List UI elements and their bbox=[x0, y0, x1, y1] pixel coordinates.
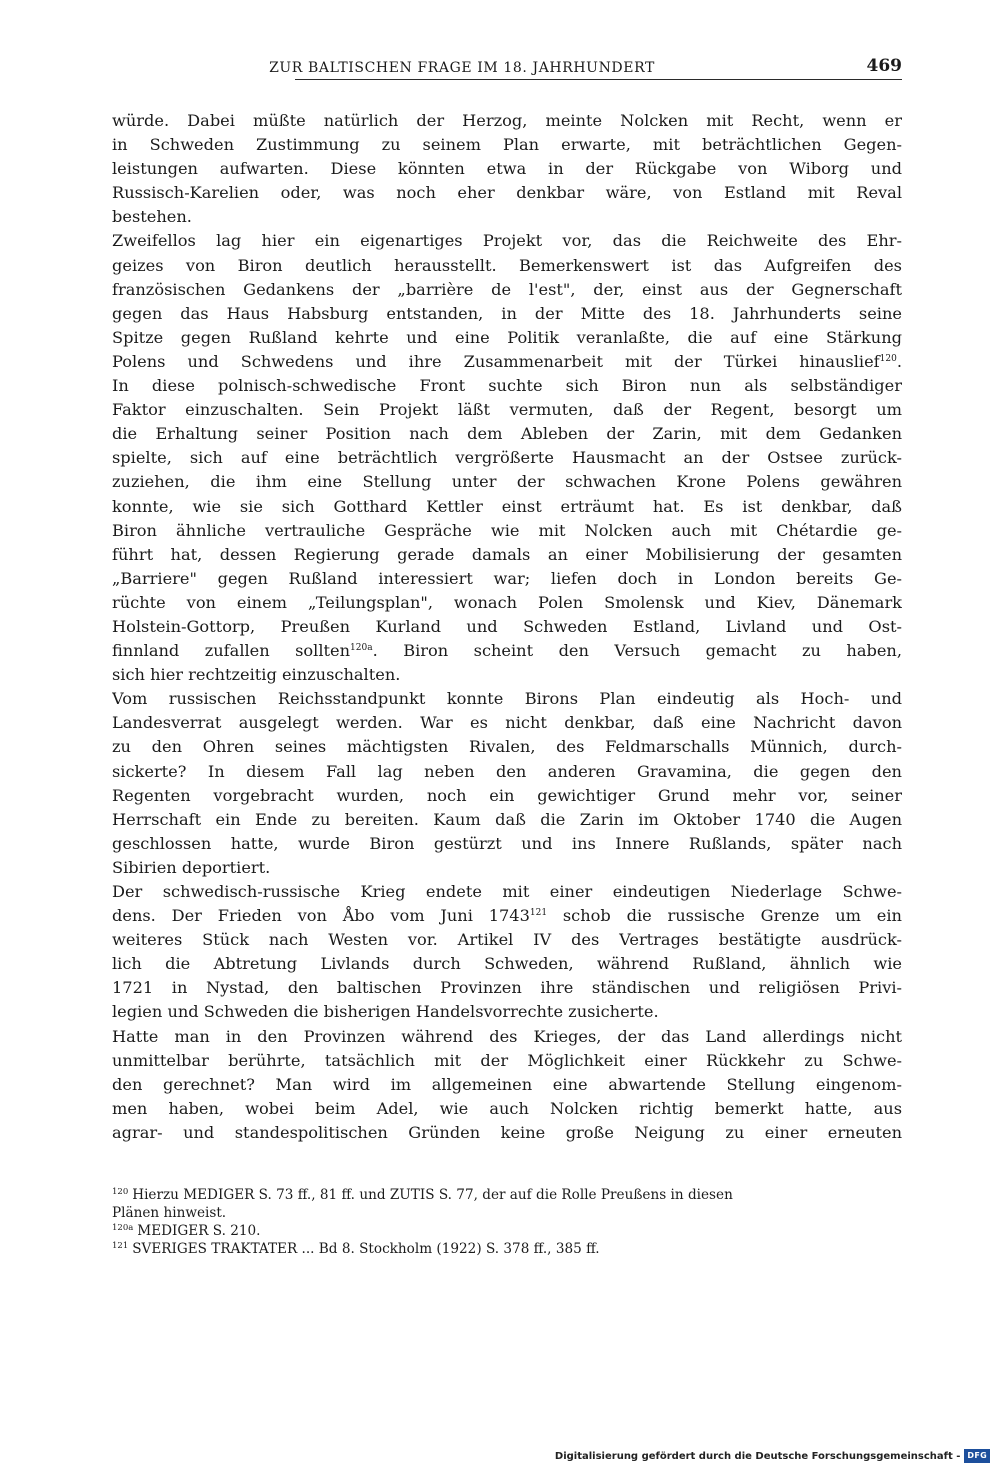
text-run: spielte, sich auf eine beträchtlich vergrößerte Hausmacht an der Ostsee zurück- bbox=[112, 448, 902, 468]
funding-note bbox=[555, 1448, 990, 1464]
text-line bbox=[112, 928, 902, 952]
footnote bbox=[112, 1186, 902, 1204]
text-line bbox=[112, 109, 902, 133]
text-run: „Barriere" gegen Rußland interessiert war; liefen doch in London bereits Ge- bbox=[112, 568, 902, 588]
footnote-number: 121 bbox=[112, 1241, 129, 1251]
text-line bbox=[112, 1097, 902, 1121]
funding-note-text: Digitalisierung gefördert durch die Deutsche Forschungsgemeinschaft - bbox=[554, 1450, 961, 1462]
text-run: In diese polnisch-schwedische Front suchte sich Biron nun als selbständiger bbox=[112, 376, 902, 396]
text-run: schob die russische Grenze um ein bbox=[547, 906, 902, 926]
text-run: Spitze gegen Rußland kehrte und eine Politik veranlaßte, die auf eine Stärkung bbox=[112, 327, 902, 347]
text-run: Sibirien deportiert. bbox=[112, 857, 271, 877]
text-line bbox=[112, 326, 902, 350]
text-run: Herrschaft ein Ende zu bereiten. Kaum daß die Zarin im Oktober 1740 die Augen bbox=[112, 809, 902, 829]
text-line bbox=[112, 519, 902, 543]
text-line bbox=[112, 181, 902, 205]
text-run: leistungen aufwarten. Diese könnten etwa in der Rückgabe von Wiborg und bbox=[112, 159, 902, 179]
dfg-logo-icon: DFG bbox=[964, 1449, 990, 1463]
text-run: Landesverrat ausgelegt werden. War es nicht denkbar, daß eine Nachricht davon bbox=[112, 713, 902, 733]
text-line bbox=[112, 567, 902, 591]
text-run: . Biron scheint den Versuch gemacht zu haben, bbox=[372, 641, 902, 661]
header-rule bbox=[295, 79, 902, 80]
text-run: sich hier rechtzeitig einzuschalten. bbox=[112, 665, 401, 685]
text-run: lich die Abtretung Livlands durch Schweden, während Rußland, ähnlich wie bbox=[112, 954, 902, 974]
text-run: dens. Der Frieden von Åbo vom Juni 1743 bbox=[112, 906, 530, 926]
text-run: Russisch-Karelien oder, was noch eher denkbar wäre, von Estland mit Reval bbox=[112, 183, 902, 203]
text-run: Regenten vorgebracht wurden, noch ein gewichtiger Grund mehr vor, seiner bbox=[112, 785, 902, 805]
text-line bbox=[112, 446, 902, 470]
text-line bbox=[112, 254, 902, 278]
text-line bbox=[112, 976, 902, 1000]
text-run: geschlossen hatte, wurde Biron gestürzt und ins Innere Rußlands, später nach bbox=[112, 833, 902, 853]
text-line bbox=[112, 543, 902, 567]
text-run: den gerechnet? Man wird im allgemeinen eine abwartende Stellung eingenom- bbox=[112, 1074, 902, 1094]
text-line bbox=[112, 1025, 902, 1049]
text-line bbox=[112, 205, 902, 229]
text-run: französischen Gedankens der „barrière de l'est", der, einst aus der Gegnerschaft bbox=[112, 279, 902, 299]
text-run: Vom russischen Reichsstandpunkt konnte Birons Plan eindeutig als Hoch- und bbox=[112, 689, 902, 709]
text-line bbox=[112, 302, 902, 326]
footnote-ref: 120a bbox=[350, 643, 373, 654]
text-line bbox=[112, 615, 902, 639]
text-run: würde. Dabei müßte natürlich der Herzog, meinte Nolcken mit Recht, wenn er bbox=[112, 111, 902, 130]
footnote-text: Hierzu MEDIGER S. 73 ff., 81 ff. und ZUTIS S. 77, der auf die Rolle Preußens in diesen bbox=[132, 1187, 733, 1203]
footnote bbox=[112, 1240, 902, 1258]
text-run: agrar- und standespolitischen Gründen keine große Neigung zu einer erneuten bbox=[112, 1122, 902, 1142]
text-run: die Erhaltung seiner Position nach dem Ableben der Zarin, mit dem Gedanken bbox=[112, 424, 902, 444]
text-run: Biron ähnliche vertrauliche Gespräche wie mit Nolcken auch mit Chétardie ge- bbox=[112, 520, 902, 540]
text-run: in Schweden Zustimmung zu seinem Plan erwarte, mit beträchtlichen Gegen- bbox=[112, 135, 902, 155]
footnote-text: Plänen hinweist. bbox=[112, 1205, 227, 1221]
text-line bbox=[112, 278, 902, 302]
body-text bbox=[112, 109, 902, 1145]
text-run: Faktor einzuschalten. Sein Projekt läßt vermuten, daß der Regent, besorgt um bbox=[112, 400, 902, 420]
footnote-ref: 120 bbox=[879, 353, 897, 364]
text-line bbox=[112, 1073, 902, 1097]
text-run: Der schwedisch-russische Krieg endete mit einer eindeutigen Niederlage Schwe- bbox=[112, 882, 902, 901]
text-run: 1721 in Nystad, den baltischen Provinzen ihre ständischen und religiösen Privi- bbox=[112, 978, 902, 998]
text-line bbox=[112, 1000, 902, 1024]
text-line bbox=[112, 398, 902, 422]
text-line bbox=[112, 1121, 902, 1145]
text-line bbox=[112, 591, 902, 615]
text-run: rüchte von einem „Teilungsplan", wonach Polen Smolensk und Kiev, Dänemark bbox=[112, 592, 902, 612]
footnote bbox=[112, 1204, 902, 1222]
text-run: gegen das Haus Habsburg entstanden, in der Mitte des 18. Jahrhunderts seine bbox=[112, 303, 902, 323]
footnote-number: 120a bbox=[112, 1223, 134, 1233]
page-number: 469 bbox=[866, 56, 902, 76]
text-run: Holstein-Gottorp, Preußen Kurland und Schweden Estland, Livland und Ost- bbox=[112, 616, 902, 636]
footnote-text: MEDIGER S. 210. bbox=[137, 1223, 261, 1239]
text-line bbox=[112, 470, 902, 494]
text-run: finnland zufallen sollten bbox=[112, 641, 351, 661]
text-line bbox=[112, 133, 902, 157]
text-line bbox=[112, 735, 902, 759]
text-line bbox=[112, 350, 902, 374]
text-line bbox=[112, 904, 902, 928]
text-run: bestehen. bbox=[112, 207, 192, 227]
text-run: Zweifellos lag hier ein eigenartiges Projekt vor, das die Reichweite des Ehr- bbox=[112, 231, 902, 251]
footnote bbox=[112, 1222, 902, 1240]
text-run: unmittelbar berührte, tatsächlich mit der Möglichkeit einer Rückkehr zu Schwe- bbox=[112, 1050, 902, 1070]
text-line bbox=[112, 784, 902, 808]
text-line bbox=[112, 374, 902, 398]
footnote-number: 120 bbox=[112, 1187, 129, 1197]
text-run: konnte, wie sie sich Gotthard Kettler einst erträumt hat. Es ist denkbar, daß bbox=[112, 496, 902, 516]
running-title: ZUR BALTISCHEN FRAGE IM 18. JAHRHUNDERT bbox=[269, 60, 655, 76]
text-line bbox=[112, 1049, 902, 1073]
text-line bbox=[112, 856, 902, 880]
text-line bbox=[112, 711, 902, 735]
text-run: men haben, wobei beim Adel, wie auch Nolcken richtig bemerkt hatte, aus bbox=[112, 1098, 902, 1118]
text-line bbox=[112, 880, 902, 904]
text-line bbox=[112, 639, 902, 663]
text-line bbox=[112, 422, 902, 446]
text-run: geizes von Biron deutlich herausstellt. Bemerkenswert ist das Aufgreifen des bbox=[112, 255, 902, 275]
footnotes bbox=[112, 1186, 902, 1258]
text-run: . bbox=[896, 351, 902, 371]
text-run: zuziehen, die ihm eine Stellung unter der schwachen Krone Polens gewähren bbox=[112, 472, 902, 492]
text-run: Polens und Schwedens und ihre Zusammenarbeit mit der Türkei hinauslief bbox=[112, 351, 880, 371]
text-run: zu den Ohren seines mächtigsten Rivalen, des Feldmarschalls Münnich, durch- bbox=[112, 737, 902, 757]
text-run: legien und Schweden die bisherigen Handelsvorrechte zusicherte. bbox=[112, 1002, 659, 1022]
footnote-ref: 121 bbox=[529, 908, 548, 919]
text-line bbox=[112, 808, 902, 832]
running-head bbox=[112, 56, 902, 80]
footnote-text: SVERIGES TRAKTATER ... Bd 8. Stockholm (1922) S. 378 ff., 385 ff. bbox=[132, 1241, 600, 1257]
text-line bbox=[112, 495, 902, 519]
text-line bbox=[112, 687, 902, 711]
text-run: sickerte? In diesem Fall lag neben den anderen Gravamina, die gegen den bbox=[112, 761, 902, 781]
text-run: führt hat, dessen Regierung gerade damals an einer Mobilisierung der gesamten bbox=[112, 544, 902, 564]
text-run: weiteres Stück nach Westen vor. Artikel IV des Vertrages bestätigte ausdrück- bbox=[112, 930, 902, 950]
text-line bbox=[112, 663, 902, 687]
text-line bbox=[112, 832, 902, 856]
text-line bbox=[112, 229, 902, 253]
text-line bbox=[112, 952, 902, 976]
text-line bbox=[112, 157, 902, 181]
text-line bbox=[112, 760, 902, 784]
text-run: Hatte man in den Provinzen während des Krieges, der das Land allerdings nicht bbox=[112, 1026, 902, 1046]
